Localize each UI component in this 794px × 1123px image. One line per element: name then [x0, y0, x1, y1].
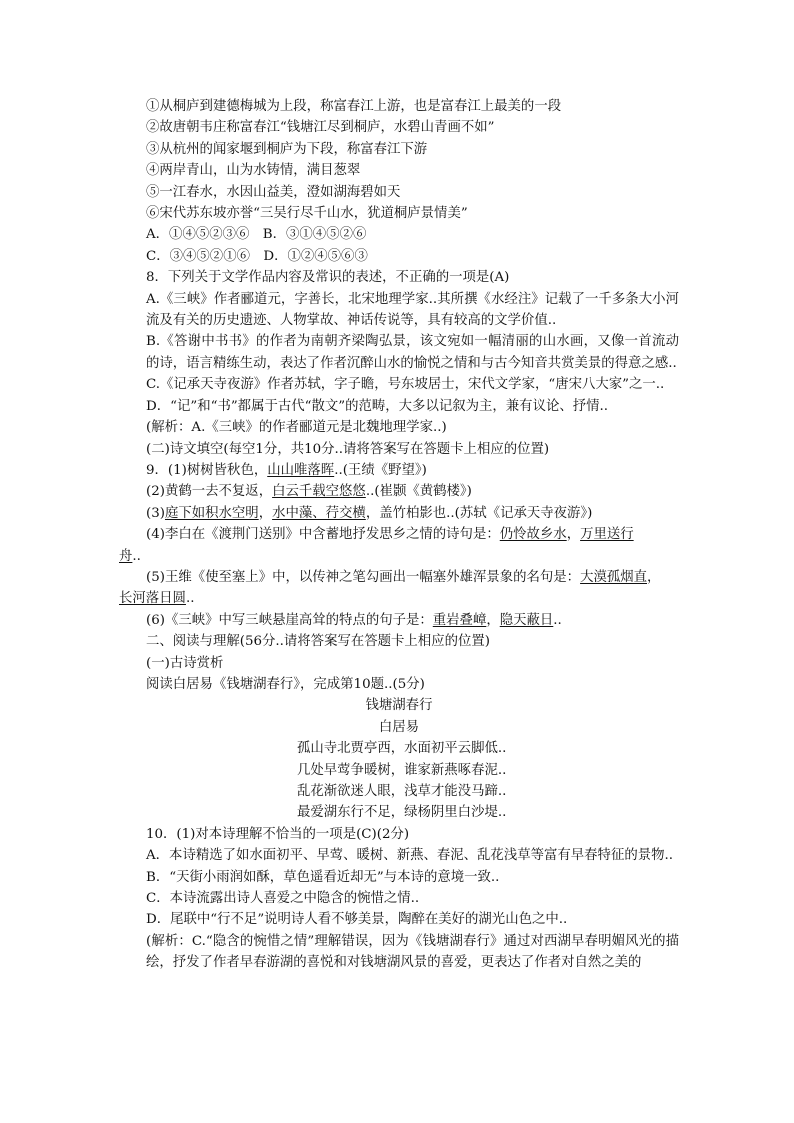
q8-option-b: B.《答谢中书书》的作者为南朝齐梁陶弘景，该文宛如一幅清丽的山水画，又像一首流动的诗，语言精练生动，表达了作者沉醉山水的愉悦之情和与古今知音共赏美景的得意之感..: [146, 334, 679, 371]
q9-line-4-cont: 舟..: [119, 548, 141, 564]
subsection-poem-appreciation: (一)古诗赏析: [146, 655, 224, 671]
q9-line-3: (3)庭下如积水空明，水中藻、荇交横，盖竹柏影也..(苏轼《记承天寺夜游》): [146, 505, 593, 521]
q10-stem: 10．(1)对本诗理解不恰当的一项是(C)(2分): [146, 826, 410, 842]
poem-line-2: 几处早莺争暖树，谁家新燕啄春泥..: [297, 762, 507, 778]
q7-item-6: ⑥宋代苏东坡亦誉“三吴行尽千山水，犹道桐庐景情美”: [146, 206, 468, 222]
q9-line-1: 9．(1)树树皆秋色，山山唯落晖..(王绩《野望》): [146, 462, 427, 478]
answer: 长河落日圆: [119, 591, 186, 607]
poem-line-3: 乱花渐欲迷人眼，浅草才能没马蹄..: [297, 784, 507, 799]
q10-intro: 阅读白居易《钱塘湖春行》，完成第10题..(5分): [146, 676, 425, 692]
answer: 大漠孤烟直: [580, 569, 648, 585]
q9-line-2: (2)黄鹤一去不复返，白云千载空悠悠..(崔颢《黄鹤楼》): [146, 484, 472, 500]
q9-line-5-cont: 长河落日圆..: [119, 591, 195, 607]
answer: 白云千载空悠悠: [272, 484, 366, 500]
q8-analysis: (解析：A.《三峡》的作者郦道元是北魏地理学家..): [146, 420, 447, 436]
q10-option-c: C．本诗流露出诗人喜爱之中隐含的惋惜之情..: [146, 891, 420, 907]
q10-analysis: (解析：C.“隐含的惋惜之情”理解错误，因为《钱塘湖春行》通过对西湖早春明媚风光的描绘，抒发了作者早春游湖的喜悦和对钱塘湖风景的喜爱，更表达了作者对自然之美的: [146, 933, 679, 971]
q8-option-c: C.《记承天寺夜游》作者苏轼，字子瞻，号东坡居士，宋代文学家，“唐宋八大家”之一..: [146, 377, 665, 393]
q7-options-ab: A．①④⑤②③⑥ B．③①④⑤②⑥: [146, 227, 367, 243]
q8-stem: 8．下列关于文学作品内容及常识的表述，不正确的一项是(A): [146, 270, 510, 286]
q10-option-b: B．“天街小雨润如酥，草色遥看近却无”与本诗的意境一致..: [146, 869, 500, 885]
answer: 水中藻、荇交横: [272, 505, 366, 521]
q7-item-5: ⑤一江春水，水因山益美，澄如湖海碧如天: [146, 184, 401, 200]
q10-option-a: A．本诗精选了如水面初平、早莺、暖树、新燕、春泥、乱花浅草等富有早春特征的景物..: [146, 848, 674, 864]
answer: 舟: [119, 548, 133, 564]
section-reading: 二、阅读与理解(56分..请将答案写在答题卡上相应的位置): [146, 634, 490, 650]
q9-line-5: (5)王维《使至塞上》中，以传神之笔勾画出一幅塞外雄浑景象的名句是：大漠孤烟直，: [146, 569, 661, 585]
q9-line-6: (6)《三峡》中写三峡悬崖高耸的特点的句子是：重岩叠嶂，隐天蔽日..: [146, 612, 562, 628]
poem-line-1: 孤山寺北贾亭西，水面初平云脚低..: [297, 741, 507, 757]
q8-option-d: D．“记”和“书”都属于古代“散文”的范畴，大多以记叙为主，兼有议论、抒情..: [146, 398, 609, 414]
answer: 隐天蔽日: [499, 612, 554, 628]
answer: 重岩叠嶂: [432, 612, 487, 628]
section-poetry-fill: (二)诗文填空(每空1分，共10分..请将答案写在答题卡上相应的位置): [146, 441, 550, 457]
poem-line-4: 最爱湖东行不足，绿杨阴里白沙堤..: [297, 805, 507, 821]
document-page: [119, 96, 679, 974]
poem-author: 白居易: [378, 719, 420, 735]
q8-option-a: A.《三峡》作者郦道元，字善长，北宋地理学家..其所撰《水经注》记载了一千多条大小河流及有关的历史遗迹、人物掌故、神话传说等，具有较高的文学价值..: [146, 291, 679, 329]
answer: 庭下如积水空明: [164, 505, 259, 521]
q7-item-1: ①从桐庐到建德梅城为上段，称富春江上游，也是富春江上最美的一段: [146, 99, 562, 114]
q9-line-4: (4)李白在《渡荆门送别》中含蓄地抒发思乡之情的诗句是：仍怜故乡水，万里送行: [146, 527, 634, 543]
answer: 山山唯落晖: [267, 462, 335, 478]
q10-option-d: D．尾联中“行不足”说明诗人看不够美景，陶醉在美好的湖光山色之中..: [146, 912, 568, 928]
poem-title: 钱塘湖春行: [365, 698, 433, 714]
answer: 万里送行: [580, 527, 634, 543]
answer: 仍怜故乡水: [499, 527, 567, 543]
q7-item-2: ②故唐朝韦庄称富春江“钱塘江尽到桐庐，水碧山青画不如”: [146, 120, 495, 136]
q7-item-4: ④两岸青山，山为水铸情，满目葱翠: [146, 163, 361, 179]
q7-item-3: ③从杭州的闻家堰到桐庐为下段，称富春江下游: [146, 141, 428, 157]
q7-options-cd: C．③④⑤②①⑥ D．①②④⑤⑥③: [146, 248, 368, 264]
